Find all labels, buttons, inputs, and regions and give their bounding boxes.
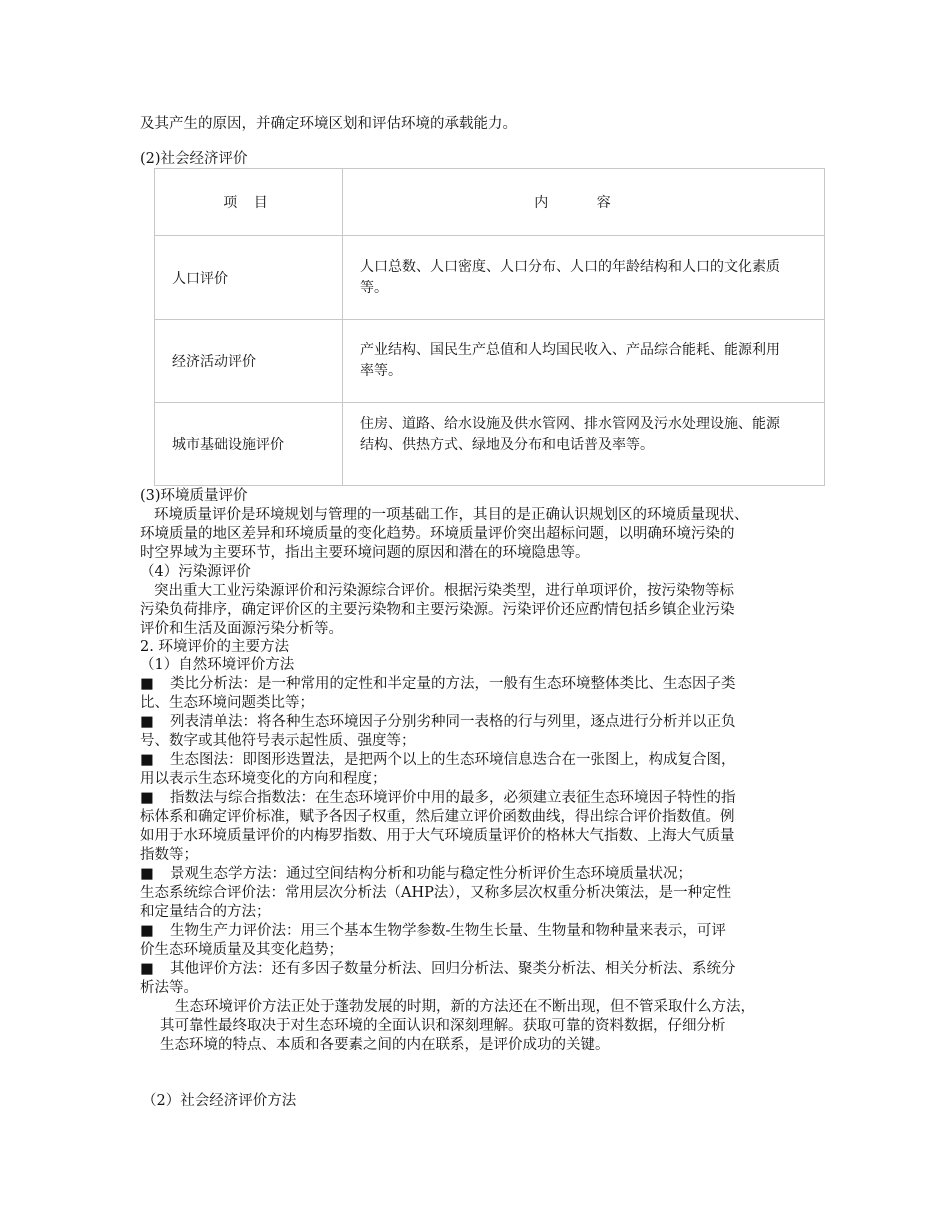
table-row — [155, 403, 825, 486]
square-bullet-icon: ■ — [140, 676, 154, 692]
square-bullet-icon: ■ — [140, 923, 154, 939]
method-line: 价生态环境质量及其变化趋势； — [140, 942, 343, 958]
closing-line: 其可靠性最终取决于对生态环境的全面认识和深刻理解。获取可靠的资料数据，仔细分析 — [160, 1018, 726, 1034]
method-line: ■ 景观生态学方法：通过空间结构分析和功能与稳定性分析评价生态环境质量状况； — [140, 866, 692, 882]
env-quality-line: 环境质量评价是环境规划与管理的一项基础工作，其目的是正确认识规划区的环境质量现状、 — [154, 507, 749, 523]
methods-heading: 2. 环境评价的主要方法 — [140, 639, 289, 655]
method-line: ■ 指数法与综合指数法：在生态环境评价中用的最多，必须建立表征生态环境因子特性的指 — [140, 790, 736, 806]
method-line: ■ 生物生产力评价法：用三个基本生物学参数-生物生长量、生物量和物种量来表示，可评 — [140, 923, 726, 939]
row-content: 产业结构、国民生产总值和人均国民收入、产品综合能耗、能源利用 率等。 — [343, 320, 825, 403]
natural-methods-heading: （1）自然环境评价方法 — [140, 657, 295, 673]
env-quality-line: 环境质量的地区差异和环境质量的变化趋势。环境质量评价突出超标问题，以明确环境污染的 — [140, 526, 735, 542]
method-line: 生态系统综合评价法：常用层次分析法（AHP法），又称多层次权重分析决策法，是一种定性 — [140, 885, 732, 901]
closing-line: 生态环境的特点、本质和各要素之间的内在联系，是评价成功的关键。 — [160, 1037, 610, 1053]
method-line: 析法等。 — [140, 980, 198, 996]
social-methods-heading: （2）社会经济评价方法 — [142, 1093, 297, 1109]
method-line: 号、数字或其他符号表示起性质、强度等； — [140, 733, 416, 749]
row-item: 人口评价 — [155, 236, 343, 320]
method-line: 比、生态环境问题类比等； — [140, 695, 314, 711]
pollution-line: 污染负荷排序，确定评价区的主要污染物和主要污染源。污染评价还应酌情包括乡镇企业污染 — [140, 602, 735, 618]
row-item: 城市基础设施评价 — [155, 403, 343, 486]
row-content: 住房、道路、给水设施及供水管网、排水管网及污水处理设施、能源 结构、供热方式、绿地及分布和电话普及率等。 — [343, 403, 825, 486]
header-content: 内 容 — [343, 169, 825, 236]
row-content: 人口总数、人口密度、人口分布、人口的年龄结构和人口的文化素质 等。 — [343, 236, 825, 320]
env-quality-line: 时空界域为主要环节，指出主要环境问题的原因和潜在的环境隐患等。 — [140, 545, 590, 561]
square-bullet-icon: ■ — [140, 714, 154, 730]
env-quality-heading: (3)环境质量评价 — [140, 488, 248, 504]
method-line: ■ 列表清单法：将各种生态环境因子分别劣种同一表格的行与列里，逐点进行分析并以正负 — [140, 714, 736, 730]
pollution-line: 评价和生活及面源污染分析等。 — [140, 621, 343, 637]
method-line: 如用于水环境质量评价的内梅罗指数、用于大气环境质量评价的格林大气指数、上海大气质量 — [140, 828, 735, 844]
table-row — [155, 236, 825, 320]
header-item: 项 目 — [155, 169, 343, 236]
method-line: 用以表示生态环境变化的方向和程度； — [140, 771, 387, 787]
pollution-line: 突出重大工业污染源评价和污染源综合评价。根据污染类型，进行单项评价，按污染物等标 — [154, 583, 734, 599]
square-bullet-icon: ■ — [140, 790, 154, 806]
table-header-row — [155, 169, 825, 236]
square-bullet-icon: ■ — [140, 866, 154, 882]
method-line: ■ 类比分析法：是一种常用的定性和半定量的方法，一般有生态环境整体类比、生态因子类 — [140, 676, 736, 692]
pollution-heading: （4）污染源评价 — [140, 564, 251, 580]
method-line: ■ 生态图法：即图形迭置法，是把两个以上的生态环境信息迭合在一张图上，构成复合图， — [140, 752, 736, 768]
method-line: 标体系和确定评价标准，赋予各因子权重，然后建立评价函数曲线，得出综合评价指数值。例 — [140, 809, 735, 825]
social-eval-heading: (2)社会经济评价 — [140, 151, 248, 167]
row-item: 经济活动评价 — [155, 320, 343, 403]
table-row — [155, 320, 825, 403]
social-eval-table — [154, 168, 825, 486]
closing-line: 生态环境评价方法正处于蓬勃发展的时期，新的方法还在不断出现，但不管采取什么方法， — [175, 999, 755, 1015]
intro-line: 及其产生的原因，并确定环境区划和评估环境的承载能力。 — [140, 116, 517, 132]
method-line: 和定量结合的方法； — [140, 904, 271, 920]
square-bullet-icon: ■ — [140, 961, 154, 977]
method-line: 指数等； — [140, 847, 198, 863]
square-bullet-icon: ■ — [140, 752, 154, 768]
method-line: ■ 其他评价方法：还有多因子数量分析法、回归分析法、聚类分析法、相关分析法、系统分 — [140, 961, 736, 977]
